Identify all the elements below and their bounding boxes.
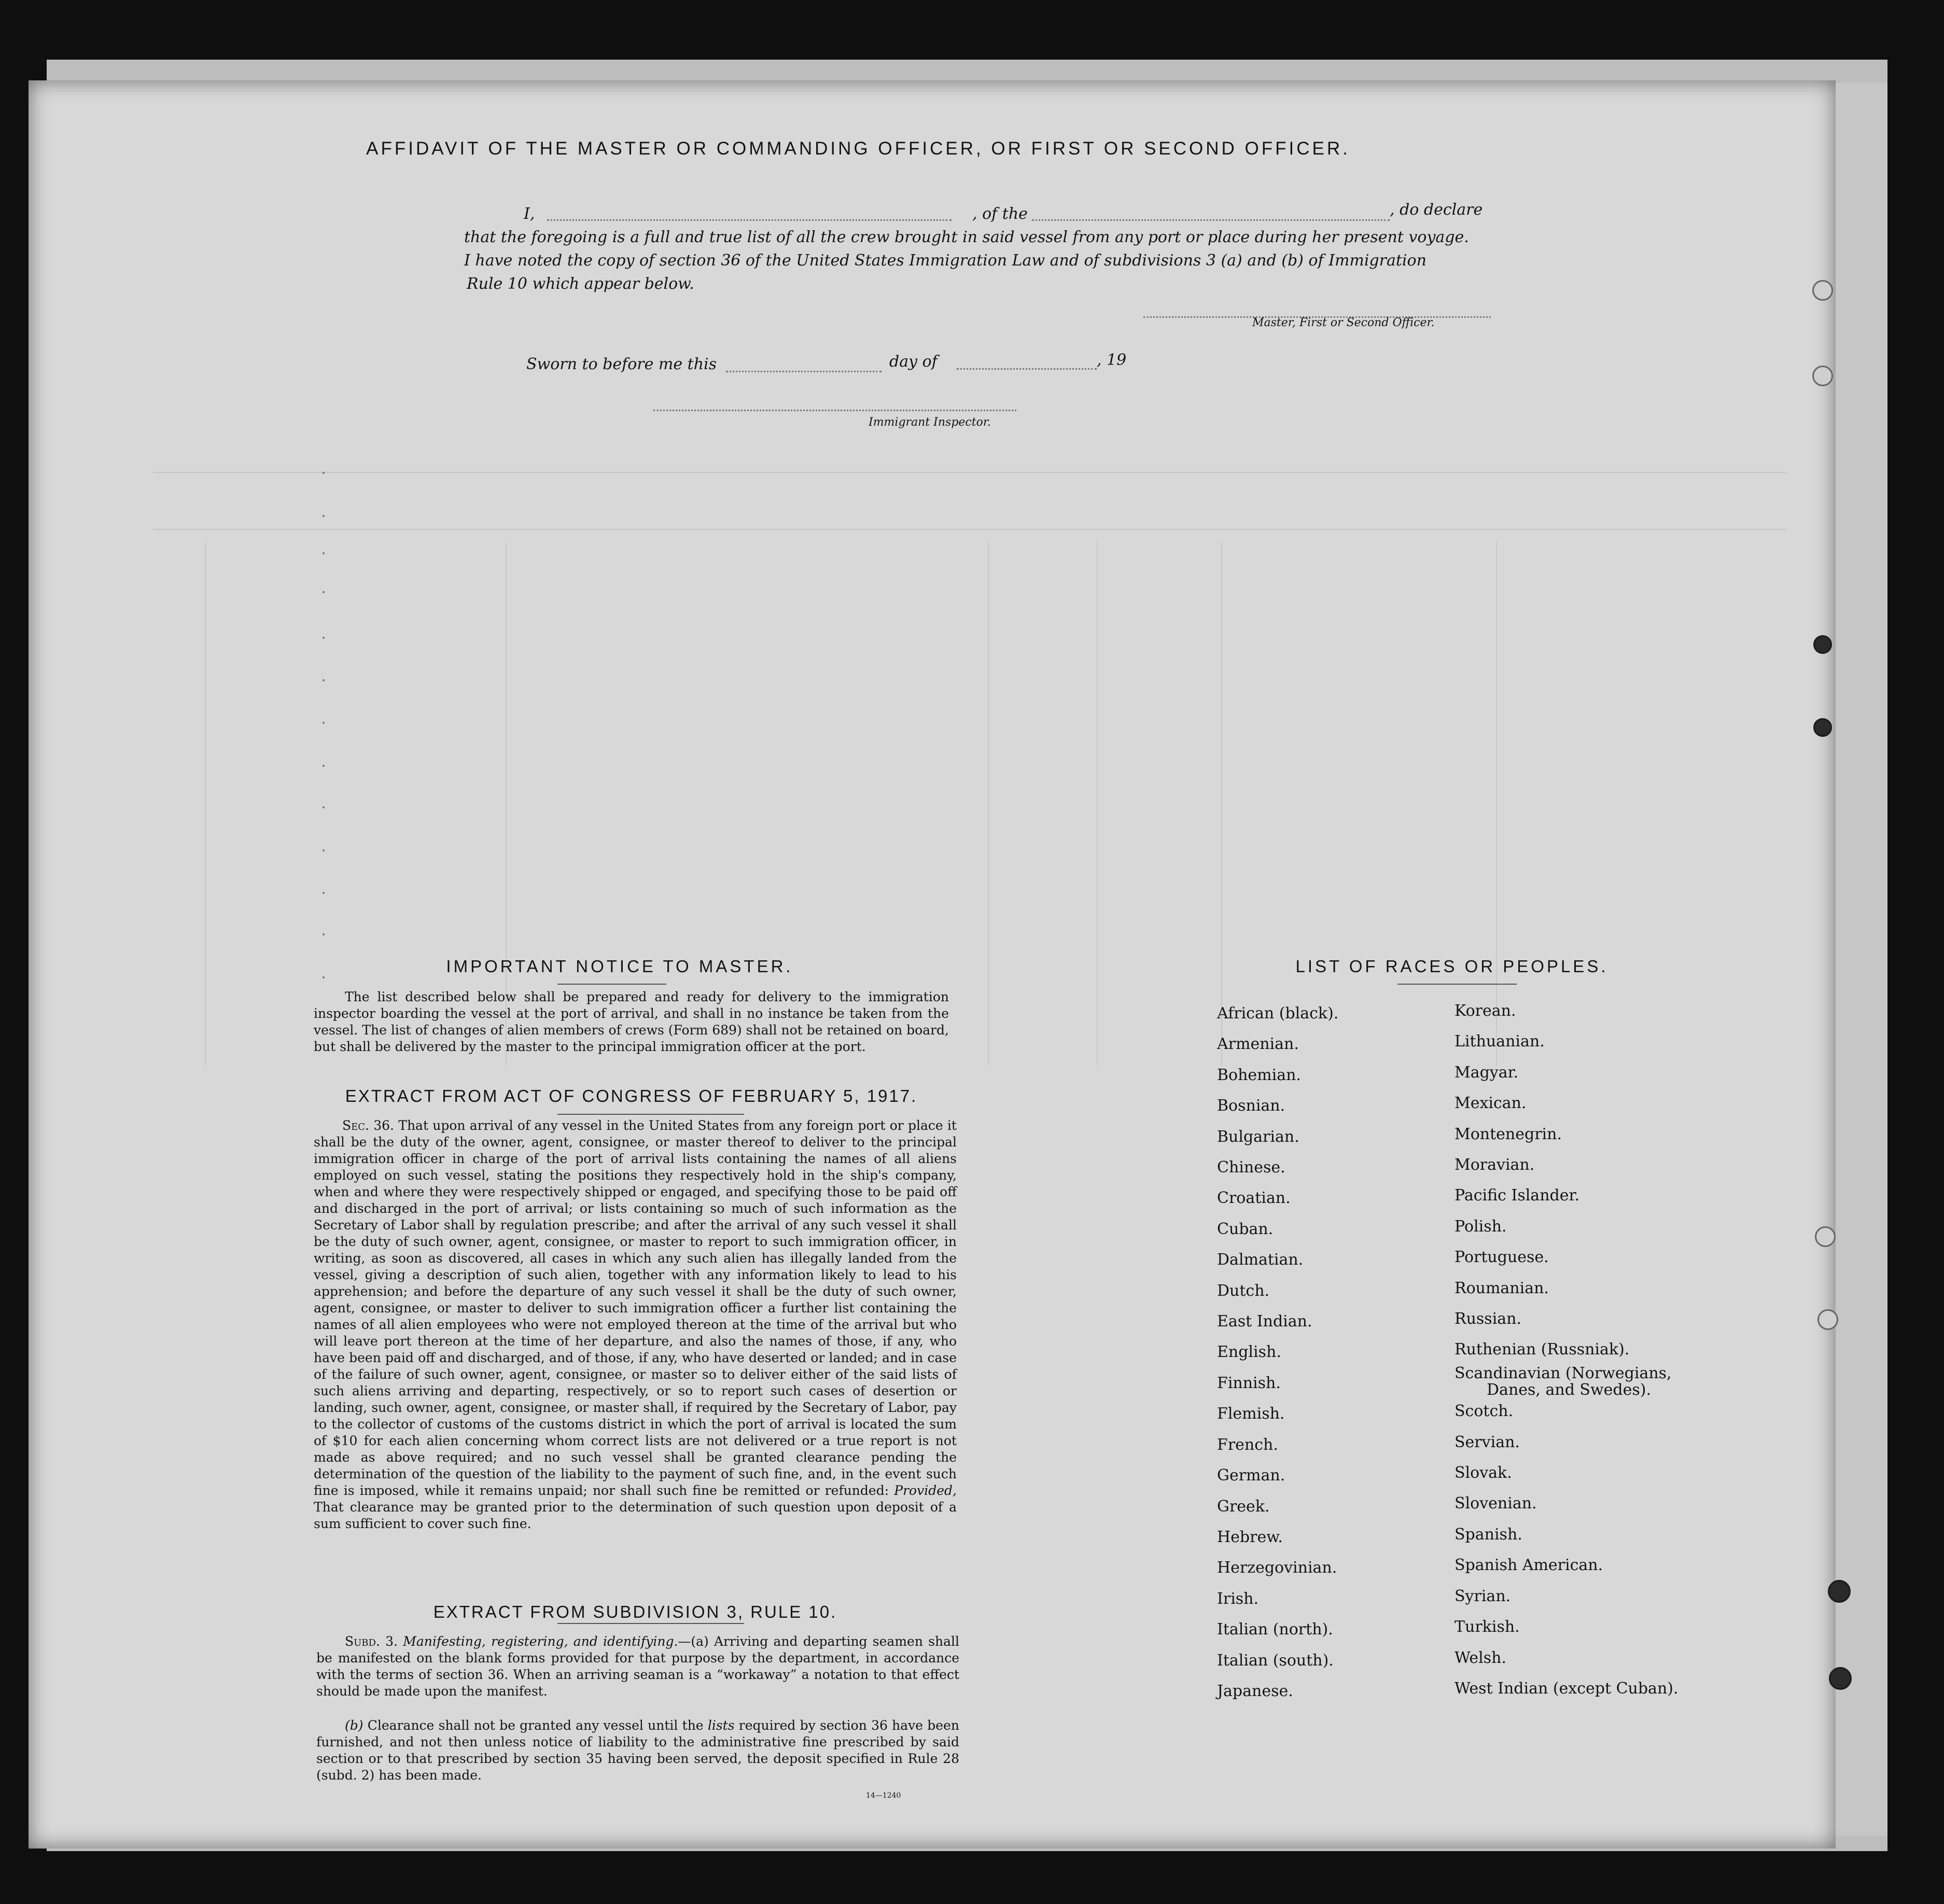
race-item: Croatian. xyxy=(1217,1189,1291,1208)
races-column-1 xyxy=(1217,998,1338,1706)
affidavit-heading: AFFIDAVIT OF THE MASTER OR COMMANDING OFFICER, OR FIRST OR SECOND OFFICER. xyxy=(366,138,1350,159)
act-section-label: Sec. 36. xyxy=(342,1118,395,1133)
race-item: Mexican. xyxy=(1454,1094,1527,1113)
race-item: Bosnian. xyxy=(1217,1097,1285,1115)
race-item: Chinese. xyxy=(1217,1158,1285,1177)
race-item: Portuguese. xyxy=(1454,1248,1549,1267)
heading-underline xyxy=(557,1623,744,1624)
rule-para-a xyxy=(316,1633,959,1700)
punch-hole xyxy=(1813,718,1832,737)
bleed-through-rule xyxy=(205,542,206,1066)
affidavit-line-3: I have noted the copy of section 36 of the United States Immigration Law and of subdivisions 3 (a) and (b) of Immigration xyxy=(464,251,1426,270)
notice-text: The list described below shall be prepared and ready for delivery to the immigration inspector boarding the vessel at the port of arrival, and shall in no instance be taken from the vessel. The list of changes of alien members of crews (Form 689) shall not be retained on board, but shall be delivered by the master to the principal immigration officer at the port. xyxy=(314,989,949,1054)
punch-hole xyxy=(1815,1226,1836,1247)
margin-mark xyxy=(323,472,325,474)
sworn-year: , 19 xyxy=(1097,351,1127,369)
margin-mark xyxy=(323,722,325,724)
act-section-text: That upon arrival of any vessel in the United States from any foreign port or place it shall be the duty of the owner, agent, consignee, or master thereof to deliver to the principal immigration officer in charge of the port of arrival lists containing the names of all aliens employed on such vessel, stating the positions they respectively hold in the ship's company, when and where they were respectively shipped or engaged, and specifying those to be paid off and discharged in the port of arrival; or lists containing so much of such information as the Secretary of Labor shall by regulation prescribe; and after the arrival of any such vessel it shall be the duty of such owner, agent, consignee, or master to report to such immigration officer, in writing, as soon as discovered, all cases in which any such alien has illegally landed from the vessel, giving a description of such alien, together with any information likely to lead to his apprehension; and before the departure of any such vessel it shall be the duty of such owner, agent, consignee, or master to deliver to such immigration officer a further list containing the names of all alien employees who were not employed thereon at the time of the arrival but who will leave port thereon at the time of her departure, and also the names of those, if any, who have been paid off and discharged, and of those, if any, who have deserted or landed; and in case of the failure of such owner, agent, consignee, or master so to deliver either of the said lists of such aliens arriving and departing, respectively, or so to report such cases of desertion or landing, such owner, agent, consignee, or master shall, if required by the Secretary of Labor, pay to the collector of customs of the customs district in which the port of arrival is located the sum of $10 for each alien concerning whom correct lists are not delivered or a true report is not made as above required; and no such vessel shall be granted clearance pending the determination of the question of the liability to the payment of such fine, and, in the event such fine is imposed, while it remains unpaid; nor shall such fine be remitted or refunded: xyxy=(314,1118,957,1498)
margin-mark xyxy=(323,806,325,808)
race-item: Japanese. xyxy=(1217,1682,1293,1700)
bleed-through-rule xyxy=(1221,542,1222,1066)
race-item: Greek. xyxy=(1217,1497,1270,1516)
race-item: Flemish. xyxy=(1217,1405,1285,1423)
race-item: Servian. xyxy=(1454,1433,1520,1451)
race-item: Lithuanian. xyxy=(1454,1032,1545,1051)
rule-extract-heading: EXTRACT FROM SUBDIVISION 3, RULE 10. xyxy=(433,1602,837,1621)
document-page xyxy=(29,80,1836,1849)
race-item xyxy=(1454,1364,1679,1399)
punch-hole xyxy=(1813,635,1832,654)
vessel-blank[interactable] xyxy=(1032,219,1390,221)
race-item: Italian (south). xyxy=(1217,1651,1334,1670)
race-item-line: Scandinavian (Norwegians, xyxy=(1454,1364,1672,1382)
race-item-continuation: Danes, and Swedes). xyxy=(1487,1380,1652,1399)
inspector-signature-blank[interactable] xyxy=(653,410,1016,411)
race-item: Bulgarian. xyxy=(1217,1127,1299,1146)
punch-hole xyxy=(1812,280,1833,301)
race-item: Herzegovinian. xyxy=(1217,1559,1337,1577)
rule-subd-label: Subd. 3. xyxy=(345,1634,398,1649)
race-item: Syrian. xyxy=(1454,1587,1511,1605)
race-item: Pacific Islander. xyxy=(1454,1186,1580,1205)
race-item: Hebrew. xyxy=(1217,1528,1283,1546)
race-item: Turkish. xyxy=(1454,1618,1520,1636)
form-number: 14—1240 xyxy=(866,1791,901,1800)
heading-underline xyxy=(1397,984,1517,985)
punch-hole xyxy=(1828,1580,1851,1603)
margin-mark xyxy=(323,515,325,517)
notice-heading: IMPORTANT NOTICE TO MASTER. xyxy=(446,957,793,976)
master-signature-label: Master, First or Second Officer. xyxy=(1252,316,1435,329)
bleed-through-rule xyxy=(1097,542,1098,1066)
race-item: Armenian. xyxy=(1217,1035,1299,1054)
punch-hole xyxy=(1829,1667,1852,1690)
race-item: Magyar. xyxy=(1454,1063,1519,1082)
race-item: Cuban. xyxy=(1217,1220,1274,1238)
race-item: Slovenian. xyxy=(1454,1494,1537,1513)
races-heading: LIST OF RACES OR PEOPLES. xyxy=(1295,957,1609,976)
name-blank[interactable] xyxy=(547,219,952,221)
race-item: Spanish American. xyxy=(1454,1556,1603,1575)
margin-mark xyxy=(323,933,325,935)
race-item: Scotch. xyxy=(1454,1402,1514,1421)
margin-mark xyxy=(323,679,325,681)
sworn-month-blank[interactable] xyxy=(957,368,1097,370)
affidavit-i: I, xyxy=(524,205,535,223)
margin-mark xyxy=(323,552,325,554)
bleed-through-rule xyxy=(1496,542,1497,1066)
margin-mark xyxy=(323,765,325,767)
race-item: Polish. xyxy=(1454,1217,1507,1236)
punch-hole xyxy=(1817,1309,1838,1330)
race-item: Dutch. xyxy=(1217,1281,1270,1300)
sworn-prefix: Sworn to before me this xyxy=(526,355,717,373)
act-section-36 xyxy=(314,1117,957,1532)
margin-mark xyxy=(323,637,325,639)
rule-para-b xyxy=(316,1717,959,1784)
race-item: Italian (north). xyxy=(1217,1620,1333,1639)
race-item: Korean. xyxy=(1454,1002,1516,1020)
race-item: Welsh. xyxy=(1454,1648,1506,1667)
affidavit-line-2: that the foregoing is a full and true list of all the crew brought in said vessel from any port or place during her present voyage. xyxy=(464,228,1469,246)
sworn-day-of: day of xyxy=(889,353,938,371)
race-item: East Indian. xyxy=(1217,1312,1312,1331)
act-provided-label: Provided, xyxy=(894,1483,957,1498)
heading-underline xyxy=(557,1114,744,1115)
margin-mark xyxy=(323,591,325,593)
race-item: French. xyxy=(1217,1435,1278,1454)
race-item: Slovak. xyxy=(1454,1464,1512,1482)
rule-subd-title: Manifesting, registering, and identifying. xyxy=(403,1634,678,1649)
bleed-through-rule xyxy=(153,529,1786,530)
margin-mark xyxy=(323,976,325,978)
act-section-text-end: That clearance may be granted prior to the determination of such question upon deposit of a sum sufficient to cover such fine. xyxy=(314,1500,957,1531)
race-item: Bohemian. xyxy=(1217,1066,1301,1084)
race-item: Spanish. xyxy=(1454,1525,1522,1544)
bleed-through-rule xyxy=(988,542,989,1066)
sworn-day-blank[interactable] xyxy=(726,371,882,372)
race-item: Finnish. xyxy=(1217,1374,1281,1392)
race-item: West Indian (except Cuban). xyxy=(1454,1679,1679,1698)
race-item: Russian. xyxy=(1454,1310,1522,1328)
races-column-2 xyxy=(1454,996,1679,1704)
rule-para-a-text: —(a) Arriving and departing seamen shall be manifested on the blank forms provided for that purpose by the department, in accordance with the terms of section 36. When an arriving seaman is a “workaway” a notation to that effect should be made upon the manifest. xyxy=(316,1634,960,1699)
race-item: Montenegrin. xyxy=(1454,1125,1562,1143)
race-item: Irish. xyxy=(1217,1589,1259,1608)
rule-para-b-text-1: Clearance shall not be granted any vessel until the xyxy=(367,1718,704,1733)
bleed-through-rule xyxy=(153,472,1786,473)
bleed-through-rule xyxy=(506,542,507,1066)
heading-underline xyxy=(557,984,666,985)
rule-para-b-label: (b) xyxy=(345,1718,363,1733)
rule-para-b-text-2: required by section 36 have been furnished, and not then unless notice of liability to the administrative fine prescribed by said section or to that prescribed by section 35 having been served, the deposit specified in Rule 28 (subd. 2) has been made. xyxy=(316,1718,959,1783)
race-item: African (black). xyxy=(1217,1004,1339,1023)
race-item: Ruthenian (Russniak). xyxy=(1454,1340,1630,1359)
rule-para-b-lists: lists xyxy=(707,1718,735,1733)
race-item: German. xyxy=(1217,1466,1285,1485)
race-item: English. xyxy=(1217,1343,1281,1362)
affidavit-of-the: , of the xyxy=(972,205,1028,223)
affidavit-line-4: Rule 10 which appear below. xyxy=(467,275,694,293)
race-item: Dalmatian. xyxy=(1217,1251,1304,1269)
affidavit-declare: , do declare xyxy=(1390,201,1483,219)
margin-mark xyxy=(323,849,325,851)
inspector-label: Immigrant Inspector. xyxy=(869,416,991,429)
race-item: Moravian. xyxy=(1454,1156,1535,1174)
margin-mark xyxy=(323,892,325,894)
punch-hole xyxy=(1812,366,1833,386)
act-extract-heading: EXTRACT FROM ACT OF CONGRESS OF FEBRUARY 5, 1917. xyxy=(345,1086,918,1105)
race-item: Roumanian. xyxy=(1454,1279,1549,1297)
